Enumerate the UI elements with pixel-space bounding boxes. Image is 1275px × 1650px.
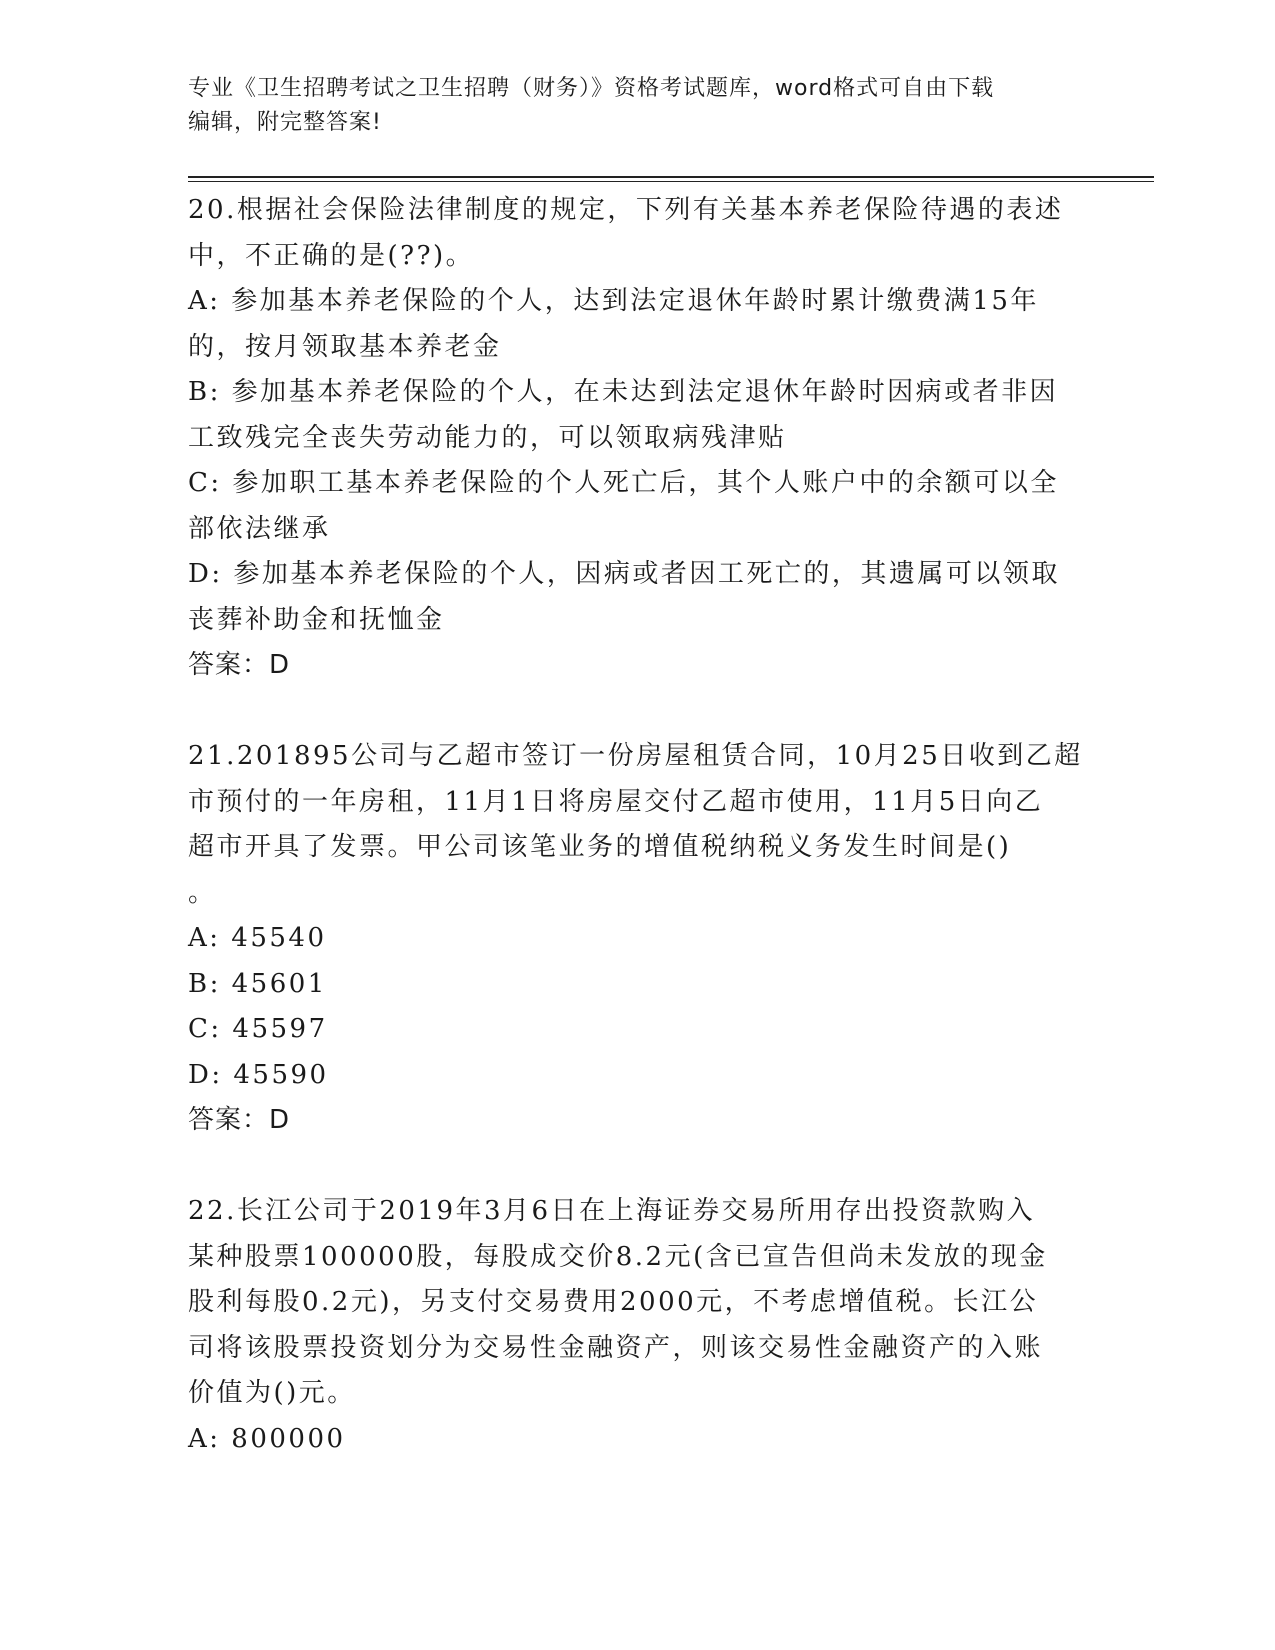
question-spacer xyxy=(188,1144,1088,1190)
question-stem-line: 中，不正确的是(??)。 xyxy=(188,240,475,271)
question-stem-line: 超市开具了发票。甲公司该笔业务的增值税纳税义务发生时间是() xyxy=(188,832,1012,862)
option-d-line: 丧葬补助金和抚恤金 xyxy=(188,604,445,635)
option-c-line: 部依法继承 xyxy=(188,513,331,544)
question-stem-line: 22.长江公司于2019年3月6日在上海证券交易所用存出投资款购入 xyxy=(188,1196,1036,1226)
header-line-1: 专业《卫生招聘考试之卫生招聘（财务）》资格考试题库，word格式可自由下载 xyxy=(188,76,995,101)
question-stem-line: 股利每股0.2元)，另支付交易费用2000元，不考虑增值税。长江公 xyxy=(188,1287,1039,1317)
question-stem-line: 司将该股票投资划分为交易性金融资产，则该交易性金融资产的入账 xyxy=(188,1332,1044,1363)
option-b-line: B: 参加基本养老保险的个人，在未达到法定退休年龄时因病或者非因 xyxy=(188,377,1059,407)
header-line-2: 编辑，附完整答案! xyxy=(188,110,382,135)
option-d-line: D: 参加基本养老保险的个人，因病或者因工死亡的，其遗属可以领取 xyxy=(188,559,1060,589)
question-stem-line: 价值为()元。 xyxy=(188,1378,356,1408)
question-stem-line: 某种股票100000股，每股成交价8.2元(含已宣告但尚未发放的现金 xyxy=(188,1241,1048,1272)
question-21 xyxy=(188,734,1088,1144)
question-20 xyxy=(188,188,1088,689)
option-a-line: A: 参加基本养老保险的个人，达到法定退休年龄时累计缴费满15年 xyxy=(188,286,1039,316)
question-stem-line: 21.201895公司与乙超市签订一份房屋租赁合同，10月25日收到乙超 xyxy=(188,741,1083,771)
option-b-line: B: 45601 xyxy=(188,968,327,999)
question-stem-line: 市预付的一年房租，11月1日将房屋交付乙超市使用，11月5日向乙 xyxy=(188,786,1044,817)
header-divider-thick xyxy=(188,176,1154,178)
question-stem-line: 。 xyxy=(188,877,217,908)
question-list xyxy=(188,188,1088,1462)
option-a-line: A: 45540 xyxy=(188,923,327,953)
header-divider-thin xyxy=(188,181,1154,182)
question-spacer xyxy=(188,689,1088,735)
option-d-line: D: 45590 xyxy=(188,1059,329,1090)
option-c-line: C: 45597 xyxy=(188,1014,328,1044)
question-stem-line: 20.根据社会保险法律制度的规定，下列有关基本养老保险待遇的表述 xyxy=(188,195,1064,225)
question-22 xyxy=(188,1189,1088,1462)
option-a-line: 的，按月领取基本养老金 xyxy=(188,331,502,362)
answer-label: 答案：D xyxy=(188,1105,291,1135)
option-a-line: A: 800000 xyxy=(188,1423,346,1454)
document-header xyxy=(188,72,1068,140)
answer-label: 答案：D xyxy=(188,650,291,680)
option-c-line: C: 参加职工基本养老保险的个人死亡后，其个人账户中的余额可以全 xyxy=(188,468,1059,498)
option-b-line: 工致残完全丧失劳动能力的，可以领取病残津贴 xyxy=(188,422,787,453)
